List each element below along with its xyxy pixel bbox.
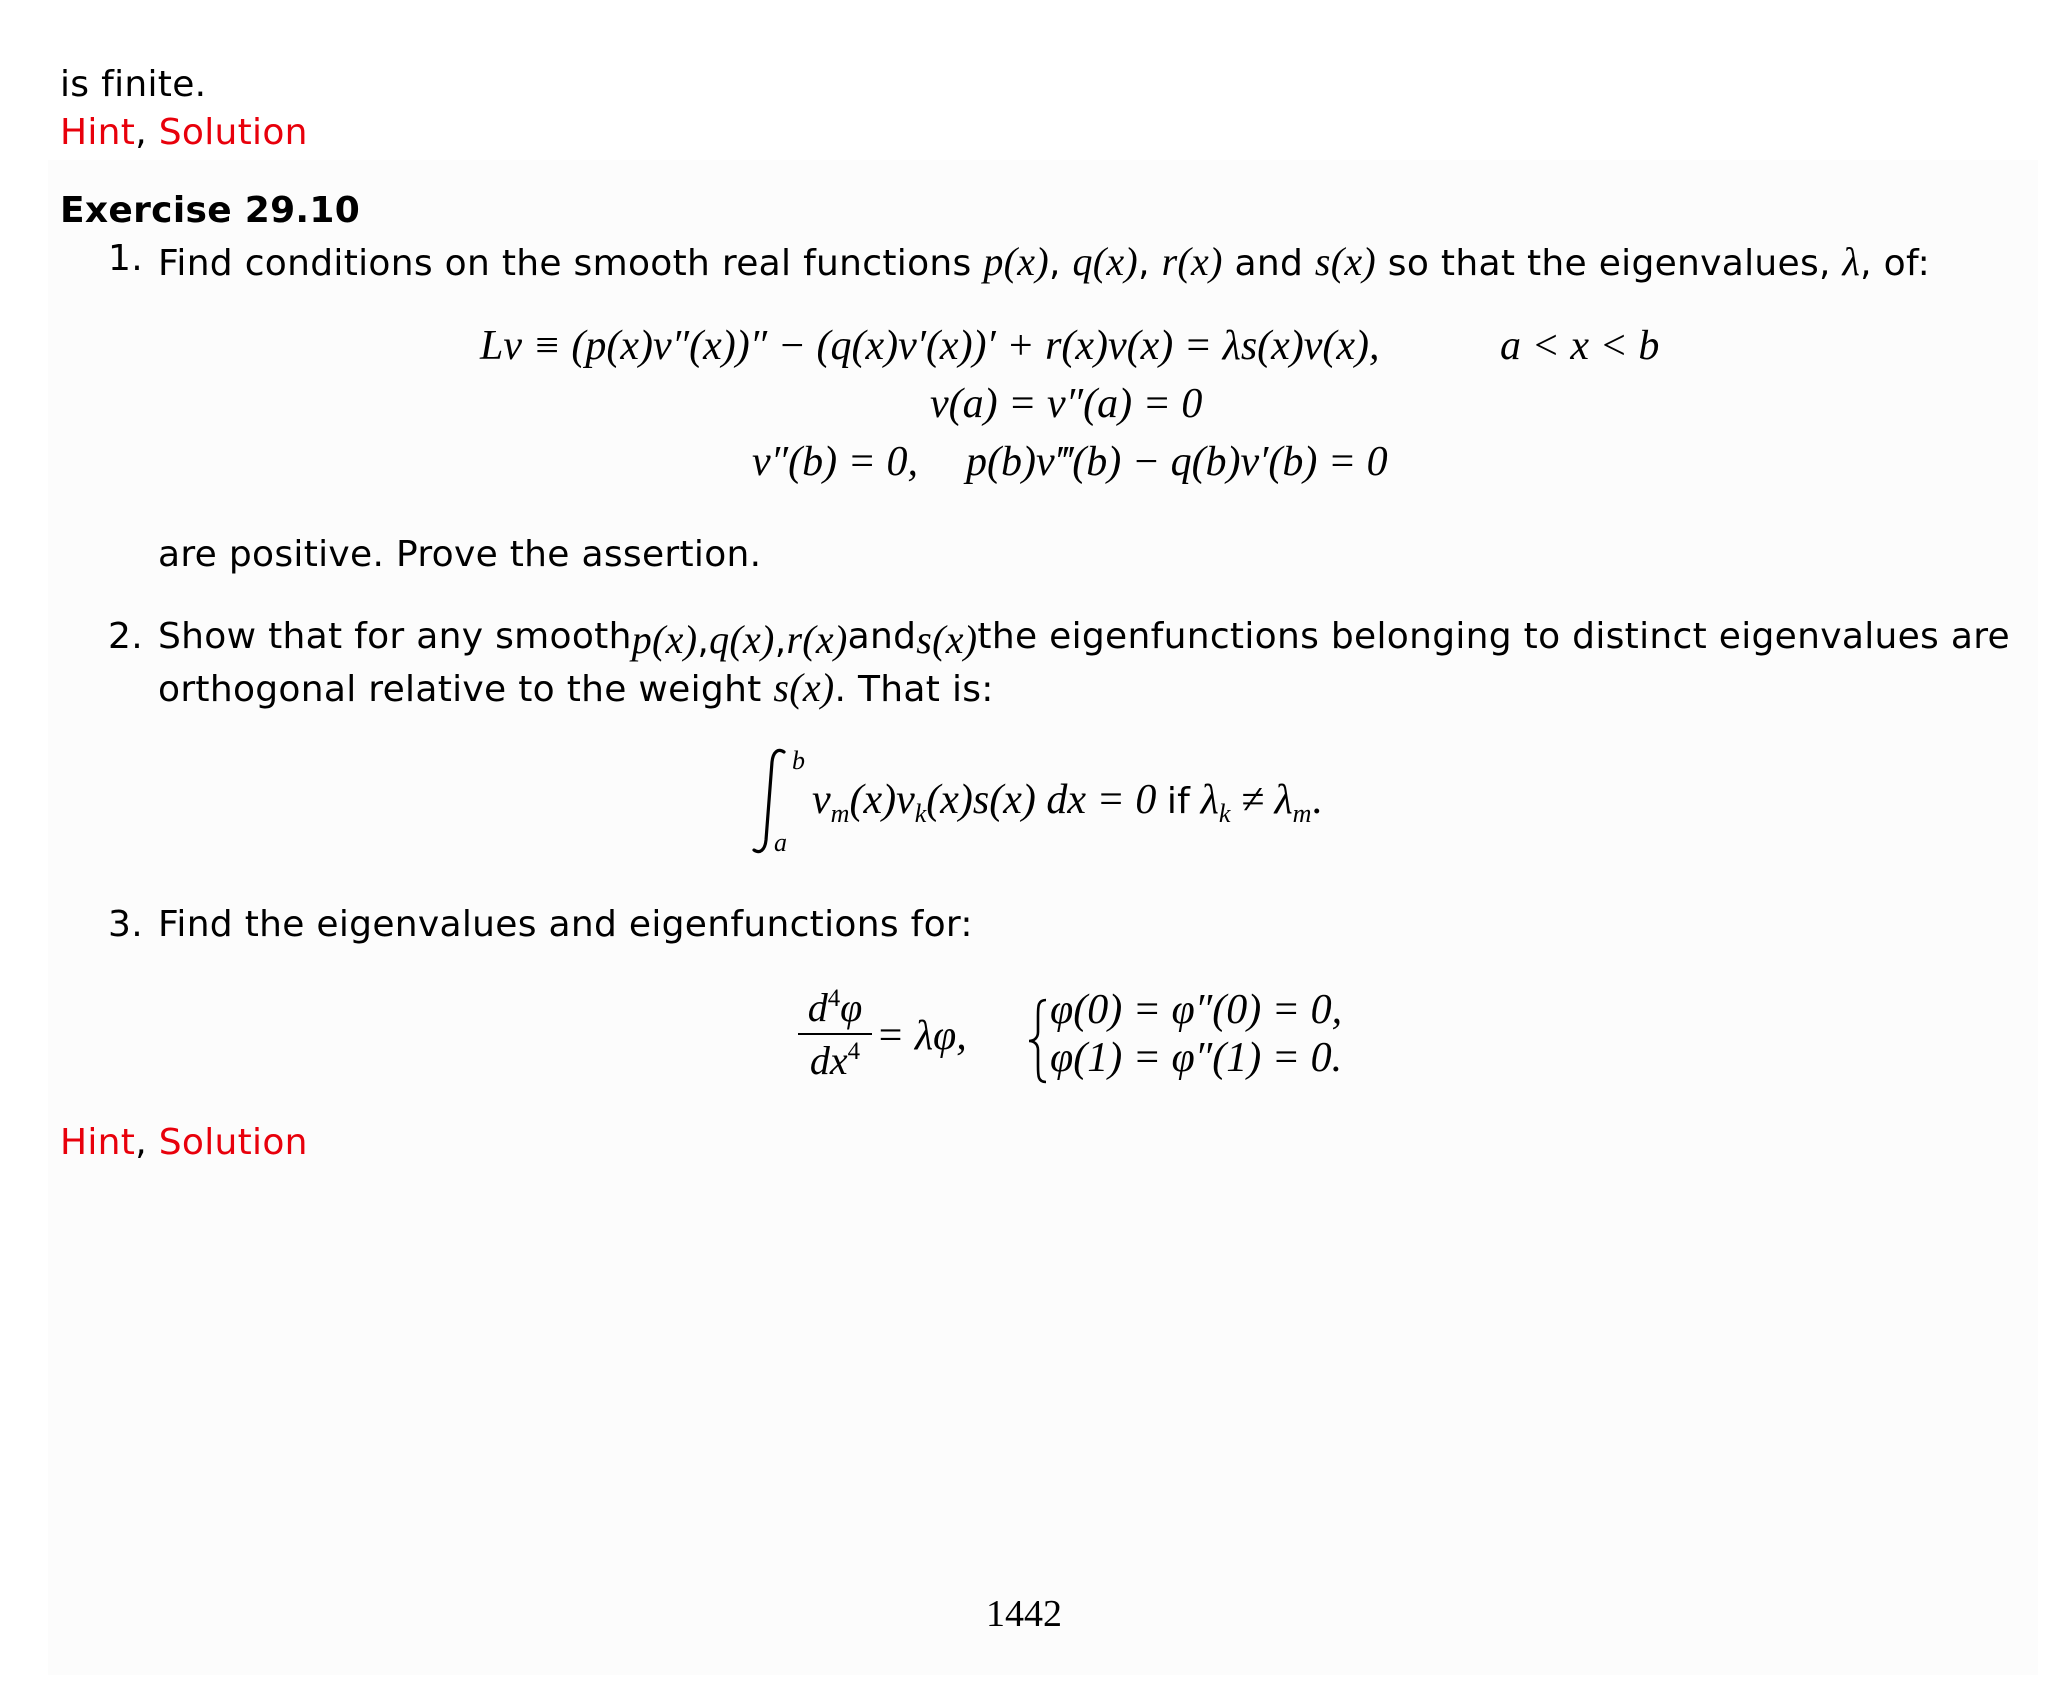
equation-domain [1500,322,1659,370]
comma: , [774,621,787,662]
lambda: λ [1200,777,1219,823]
integrand-v: v [812,777,831,823]
equation-line-3b [966,438,1388,486]
bc-at-one: φ(1) = φ″(1) = 0. [1050,1035,1343,1081]
equation-line-3 [752,438,918,486]
not-equal-lambda: ≠ λ [1230,777,1293,823]
boundary-condition-0 [1050,986,1342,1034]
equation-line-2 [930,380,1202,428]
intro-text: is finite. [60,64,207,105]
boundary-condition-b1: v″(b) = 0, [752,439,918,485]
boundary-condition-a: v(a) = v″(a) = 0 [930,381,1203,427]
frac-power: 4 [827,985,841,1013]
bc-at-zero: φ(0) = φ″(0) = 0, [1050,987,1343,1033]
frac-d: d [807,985,828,1030]
item-1-after: are positive. Prove the assertion. [158,534,762,575]
integral-body [812,776,1322,829]
operator-equation: Lv ≡ (p(x)v″(x))″ − (q(x)v′(x))′ + r(x)v(x) = λs(x)v(x), [480,323,1380,369]
eigen-rhs [876,1012,967,1060]
lambda-phi: = λφ, [876,1013,967,1059]
top-links [60,112,308,153]
integral-upper-limit: b [792,746,805,775]
item-2-number: 2. [108,616,143,657]
exercise-title: Exercise 29.10 [60,190,361,231]
equation-line-1 [480,322,1380,370]
comma: , [1138,243,1150,284]
domain-inequality: a < x < b [1500,323,1660,369]
hint-link[interactable]: Hint [60,112,136,153]
math-s: s(x) [916,617,978,662]
frac-phi: φ [840,985,863,1030]
fraction-bar [798,1033,872,1035]
math-p: p(x) [631,617,698,662]
math-s: s(x) [1314,239,1377,284]
boundary-condition-1 [1050,1034,1342,1082]
bottom-links [60,1122,308,1163]
math-s: s(x) [773,665,835,710]
item-1-text-a: Find conditions on the smooth real functions [158,243,972,284]
integrand-rest: (x)s(x) dx = 0 [926,777,1157,823]
left-brace-icon [1026,996,1050,1086]
integral-lower-limit: a [774,828,787,857]
item-2-line-2 [158,664,994,711]
and-word: and [847,616,917,657]
period: . [1311,777,1322,823]
frac-den-power: 4 [847,1038,861,1066]
item-3-number: 3. [108,904,143,945]
frac-dx: dx [809,1038,848,1083]
subscript-m: m [830,799,850,829]
item-2-line2-a: orthogonal relative to the weight [158,669,762,710]
and-word: and [1234,243,1304,284]
comma: , [1048,243,1061,284]
item-1-text-c: , of: [1860,243,1931,284]
integrand-part: (x)v [849,777,915,823]
math-p: p(x) [983,239,1049,284]
math-q: q(x) [1072,239,1139,284]
page-number: 1442 [986,1593,1062,1635]
subscript-k: k [914,799,927,829]
solution-link[interactable]: Solution [158,1122,308,1163]
comma: , [697,621,710,662]
item-2-text-b: the eigenfunctions belonging to distinct eigenvalues are [977,616,2010,657]
boundary-condition-b2: p(b)v‴(b) − q(b)v′(b) = 0 [966,439,1388,485]
item-2-text-a: Show that for any smooth [158,616,632,657]
item-3-text: Find the eigenvalues and eigenfunctions for: [158,904,973,945]
derivative-fraction [798,984,872,1084]
item-1-text-b: so that the eigenvalues, [1387,243,1831,284]
hint-link[interactable]: Hint [60,1122,136,1163]
link-separator: , [135,112,147,153]
item-2-line-1 [158,616,2010,663]
solution-link[interactable]: Solution [158,112,308,153]
math-lambda: λ [1842,239,1861,284]
subscript-k: k [1218,799,1231,829]
math-r: r(x) [1161,239,1223,284]
if-word: if [1166,781,1191,822]
item-2-line2-b: . That is: [834,669,994,710]
math-q: q(x) [709,617,775,662]
item-1-number: 1. [108,238,143,279]
subscript-m: m [1292,799,1312,829]
math-r: r(x) [786,617,848,662]
link-separator: , [135,1122,147,1163]
item-1-text [158,238,1930,285]
